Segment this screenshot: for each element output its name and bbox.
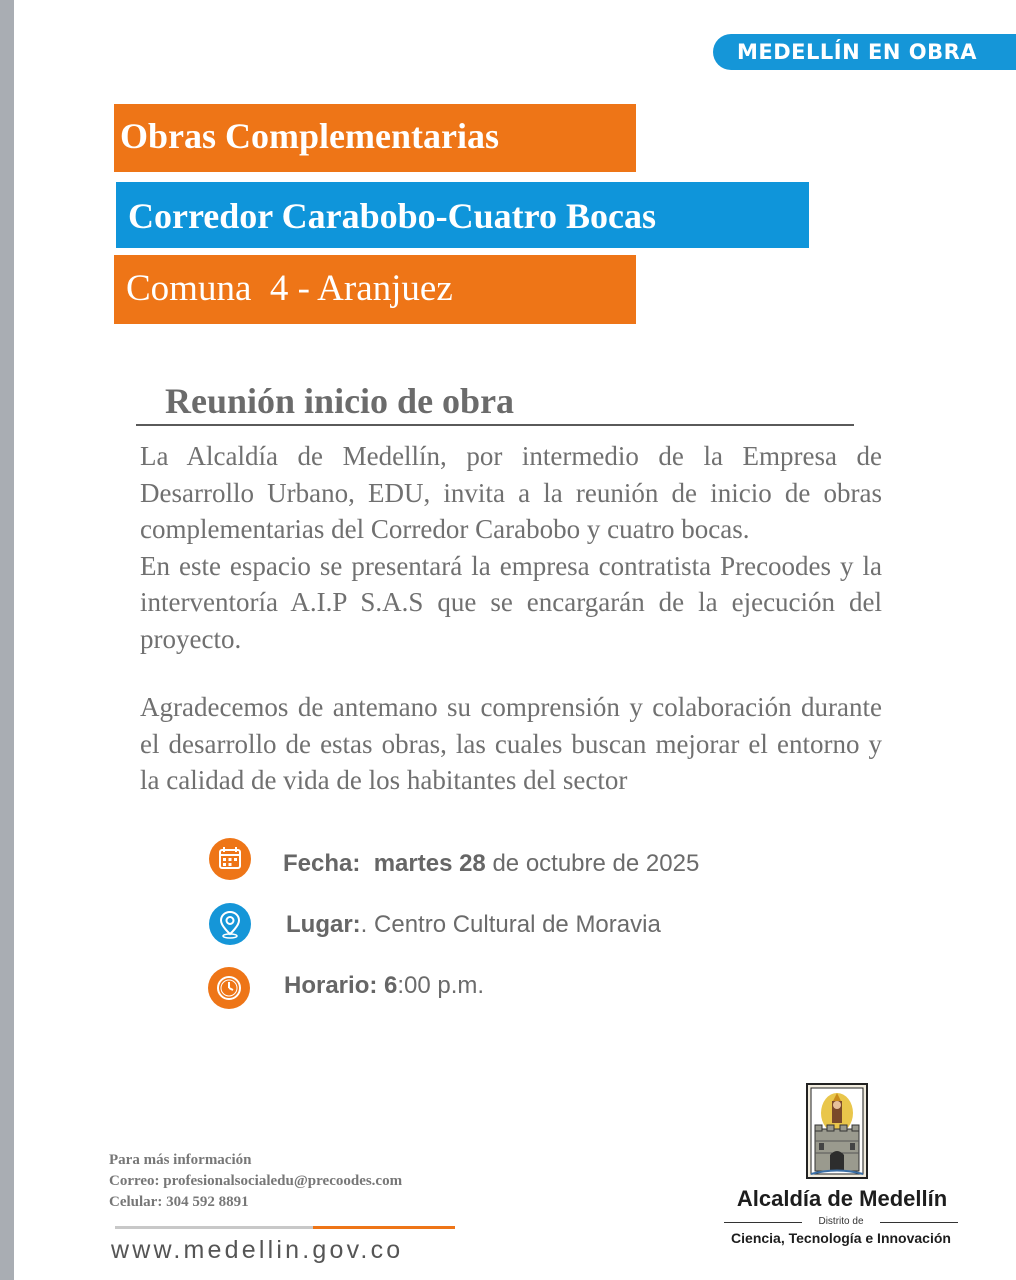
footer-divider-orange: [313, 1226, 455, 1229]
project-header: Corredor Carabobo-Cuatro Bocas: [116, 182, 809, 248]
contact-info: [109, 1150, 402, 1213]
date-day: martes 28: [373, 850, 486, 877]
thanks-text: [140, 689, 882, 799]
footer-divider-grey: [115, 1226, 313, 1229]
clock-icon: [208, 967, 250, 1009]
paragraph-thanks: Agradecemos de antemano su comprensión y colaboración durante el desarrollo de estas obras, las cuales buscan mejorar el entorno y la calidad de vida de los habitantes del sector: [140, 692, 882, 795]
date-row: [283, 849, 699, 879]
website-link[interactable]: www.medellin.gov.co: [111, 1236, 404, 1264]
paragraph-invitation: La Alcaldía de Medellín, por intermedio de la Empresa de Desarrollo Urbano, EDU, invita a la reunión de inicio de obras complementarias del Corredor Carabobo y cuatro bocas.: [140, 441, 882, 544]
contact-heading: Para más información: [109, 1152, 252, 1168]
time-value: :00 p.m.: [397, 972, 485, 999]
logo-subtitle: Distrito de: [818, 1216, 864, 1227]
logo-name: Alcaldía de Medellín: [736, 1186, 948, 1211]
time-row: [284, 971, 484, 1001]
invitation-text: [140, 438, 882, 657]
logo-line-right: [880, 1222, 958, 1223]
logo-tagline: Ciencia, Tecnología e Innovación: [731, 1230, 951, 1246]
logo-subtitle-row: [724, 1215, 958, 1229]
location-pin-icon: [209, 903, 251, 945]
meeting-title: Reunión inicio de obra: [165, 381, 515, 421]
place-row: [286, 910, 661, 940]
contact-phone: Celular: 304 592 8891: [109, 1194, 249, 1210]
date-value: de octubre de 2025: [492, 850, 700, 877]
calendar-icon: [209, 838, 251, 880]
contact-email: Correo: profesionalsocialedu@precoodes.com: [109, 1173, 403, 1189]
paragraph-contractor: En este espacio se presentará la empresa contratista Precoodes y la interventoría A.I.P S.A.S que se encargarán de la ejecución del proyecto.: [140, 550, 882, 654]
commune-text: Comuna 4 - Aranjuez: [126, 268, 453, 309]
place-label: Lugar:: [286, 911, 361, 938]
city-coat-of-arms-icon: [806, 1083, 868, 1186]
category-header: Obras Complementarias: [114, 104, 636, 172]
campaign-badge: MEDELLÍN EN OBRA: [713, 34, 1016, 70]
date-label: Fecha:: [283, 850, 361, 877]
commune-header: [114, 255, 636, 324]
time-label: Horario: 6: [284, 972, 398, 999]
title-underline: [136, 424, 854, 426]
place-value: . Centro Cultural de Moravia: [360, 911, 661, 938]
left-edge-strip: [0, 0, 14, 1280]
